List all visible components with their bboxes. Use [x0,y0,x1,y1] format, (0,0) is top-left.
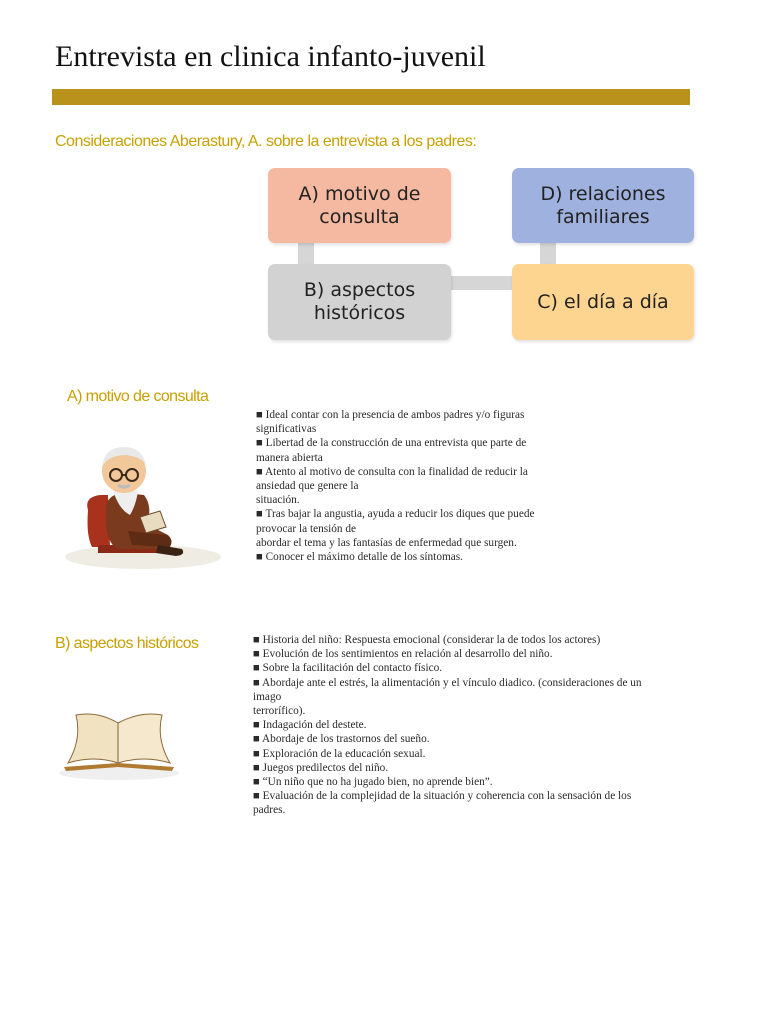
list-item: ■ Tras bajar la angustia, ayuda a reducir los diques que puede [256,508,535,521]
list-item: provocar la tensión de [256,522,357,535]
section-heading-motivo-consulta: A) motivo de consulta [67,388,209,405]
node-label: D) relaciones familiares [540,182,666,228]
motivo-consulta-bullet-list [256,408,586,564]
list-item: ■ Abordaje de los trastornos del sueño. [253,733,430,746]
list-item: ■ Libertad de la construcción de una entrevista que parte de [256,437,527,450]
list-item: ■ “Un niño que no ha jugado bien, no aprende bien”. [253,776,493,789]
list-item: ansiedad que genere la [256,480,359,493]
list-item: significativas [256,423,317,436]
list-item: ■ Ideal contar con la presencia de ambos padres y/o figuras [256,409,525,421]
diagram-node-dia-a-dia [512,264,694,340]
open-book-illustration [52,693,187,783]
node-label: C) el día a día [537,290,669,313]
list-item: padres. [253,804,286,817]
page-title: Entrevista en clinica infanto-juvenil [55,40,486,73]
diagram-node-relaciones-familiares [512,168,694,243]
list-item: ■ Evolución de los sentimientos en relación al desarrollo del niño. [253,648,553,661]
list-item: imago [253,690,282,703]
list-item: ■ Indagación del destete. [253,719,367,732]
aspectos-historicos-bullet-list [253,633,713,818]
list-item: ■ Abordaje ante el estrés, la alimentación y el vínculo diadico. (consideraciones de un [253,676,642,689]
node-label: A) motivo de consulta [298,182,421,228]
title-underline-bar [52,89,690,105]
diagram-node-aspectos-historicos [268,264,451,340]
list-item: ■ Conocer el máximo detalle de los síntomas. [256,551,463,564]
section-heading-aspectos-historicos: B) aspectos históricos [55,635,199,652]
list-item: ■ Atento al motivo de consulta con la finalidad de reducir la [256,465,528,478]
list-item: ■ Sobre la facilitación del contacto físico. [253,662,443,675]
list-item: terrorífico). [253,705,306,718]
list-item: manera abierta [256,451,323,464]
reading-man-illustration [48,435,233,575]
list-item: ■ Evaluación de la complejidad de la situación y coherencia con la sensación de los [253,790,632,803]
list-item: abordar el tema y las fantasías de enfermedad que surgen. [256,536,517,549]
list-item: situación. [256,494,300,507]
list-item: ■ Juegos predilectos del niño. [253,761,389,774]
subtitle: Consideraciones Aberastury, A. sobre la entrevista a los padres: [55,133,477,150]
connector-b-c [448,276,516,290]
list-item: ■ Historia del niño: Respuesta emocional (considerar la de todos los actores) [253,634,601,646]
list-item: ■ Exploración de la educación sexual. [253,747,426,760]
diagram-node-motivo-consulta [268,168,451,243]
node-label: B) aspectos históricos [303,279,416,324]
